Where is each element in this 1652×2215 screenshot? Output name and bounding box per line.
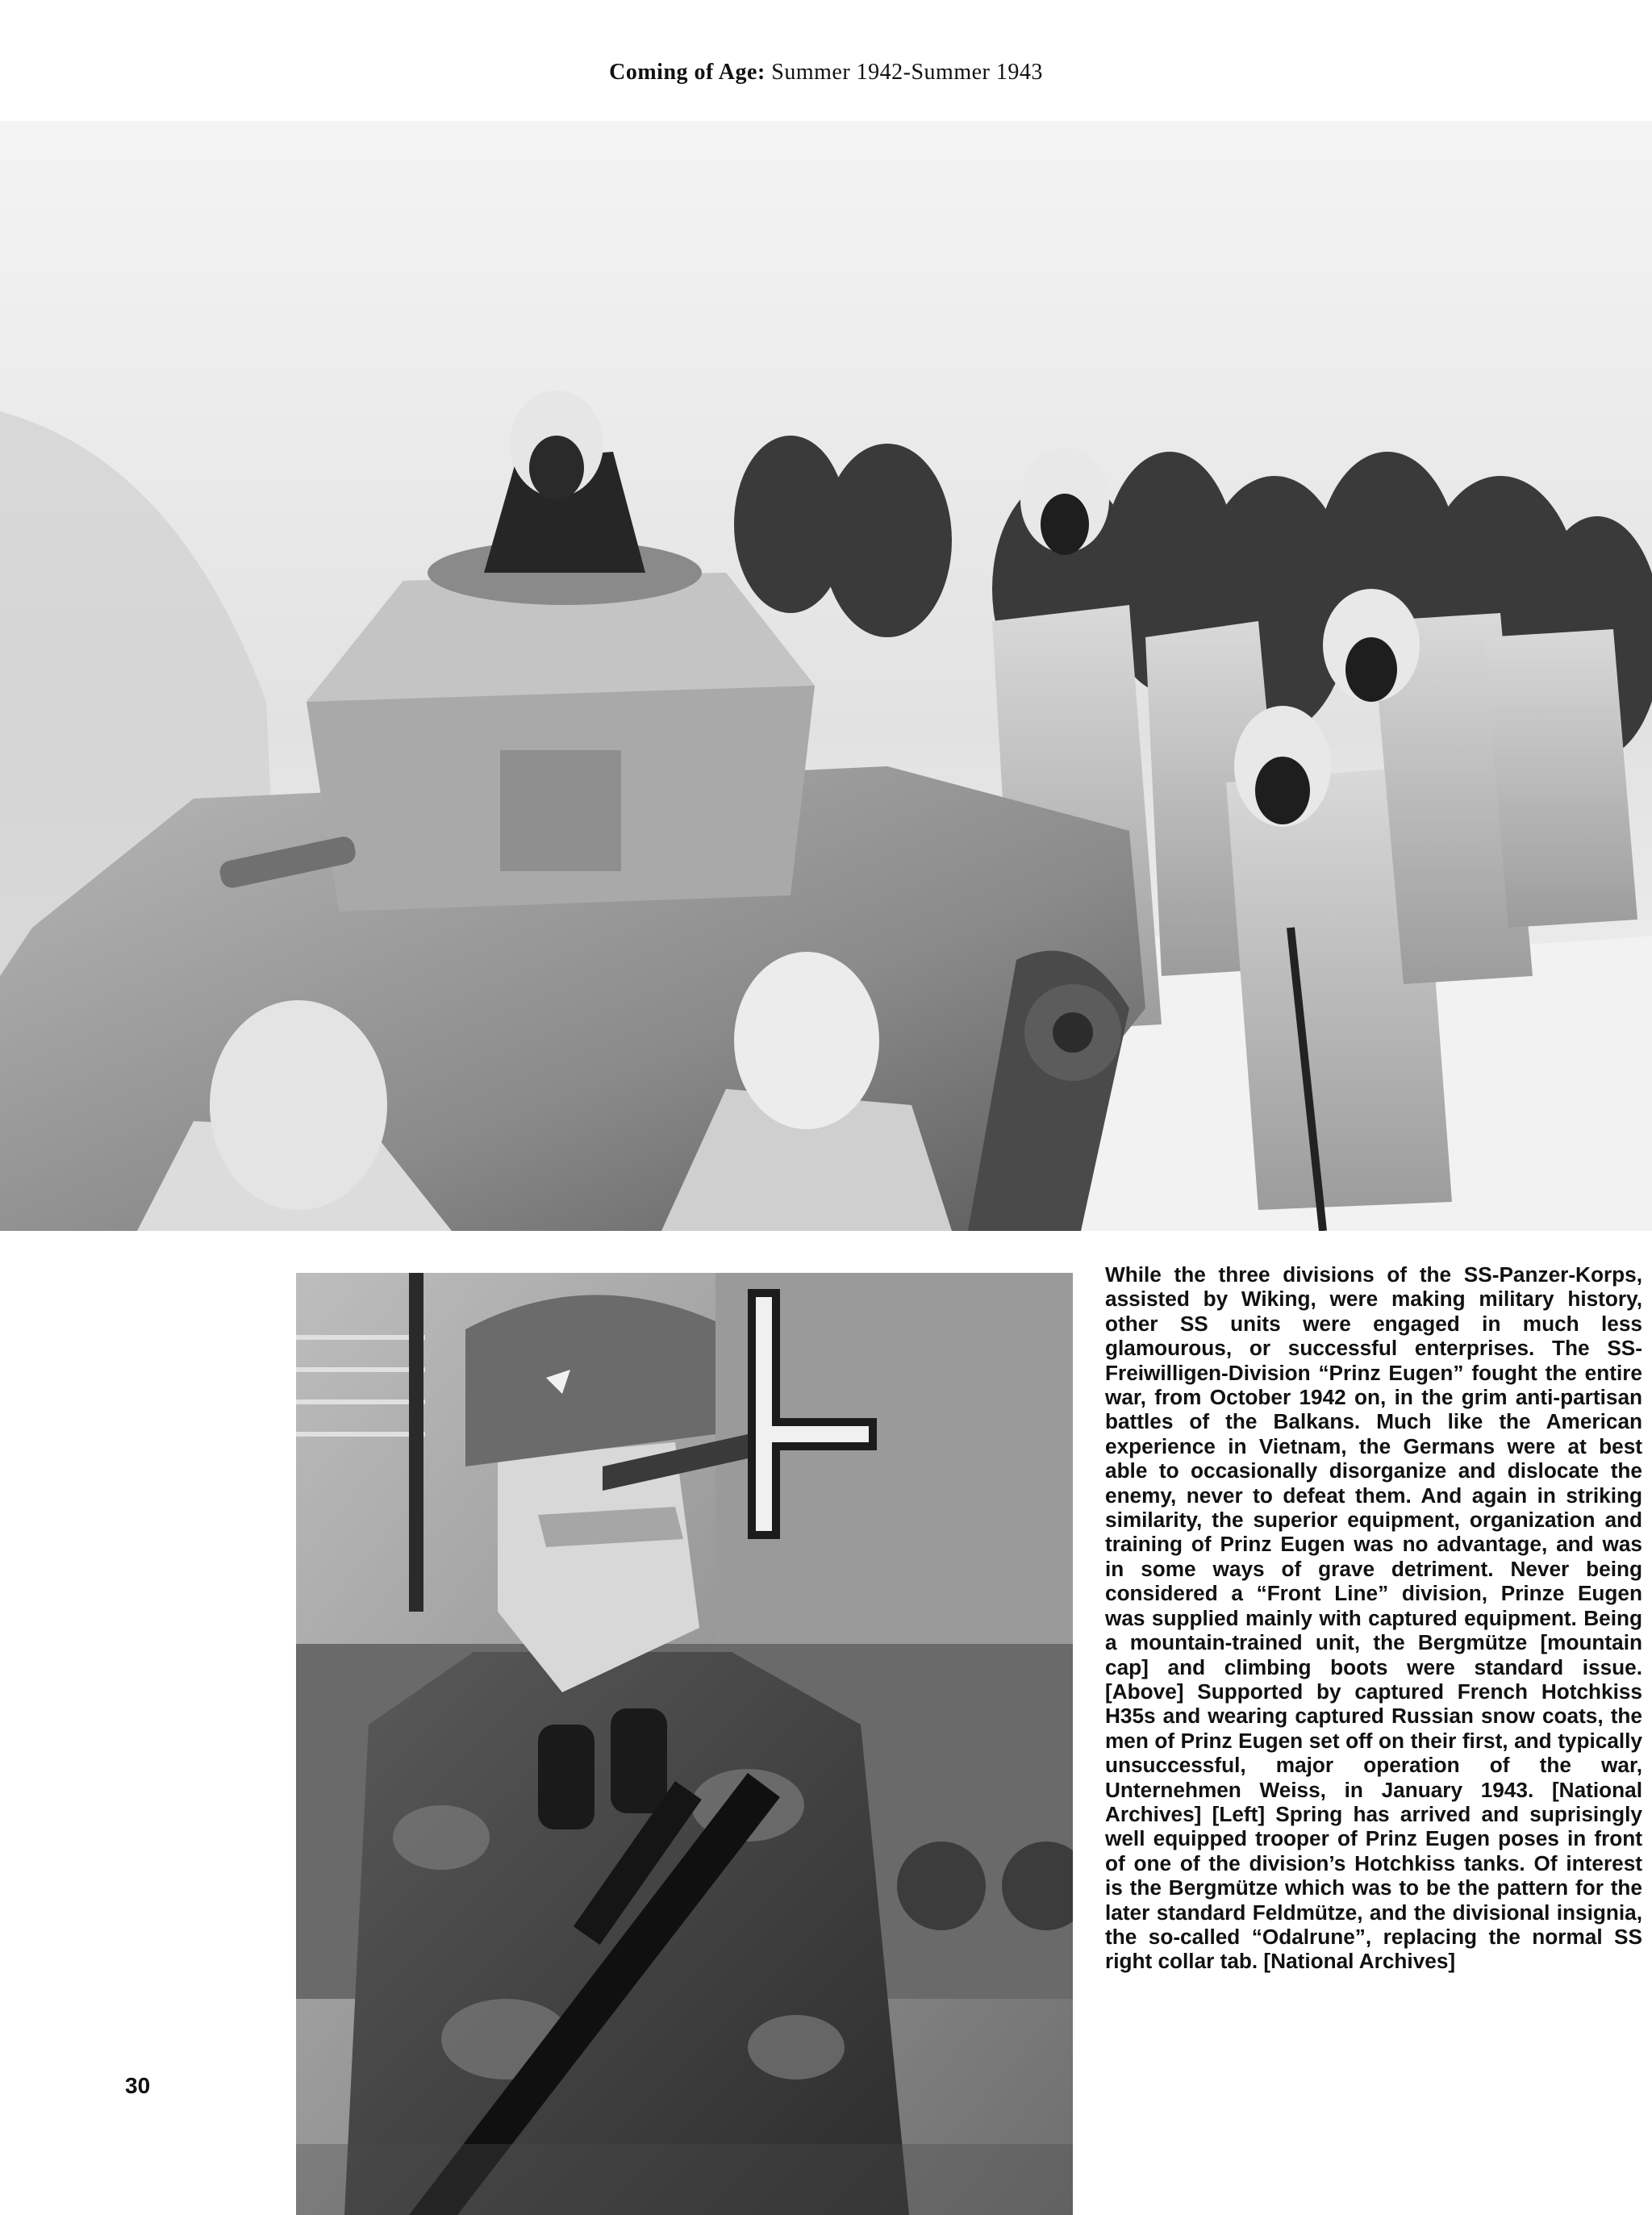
photo-tank-column-snow-image [0,121,1652,1231]
running-head [0,60,1652,86]
photo-caption: While the three divisions of the SS-Panzer-Korps, assisted by Wiking, were making military history, other SS units were engaged in much less glamourous, or successful enterprises. The SS-Freiwilligen-Division “Prinz Eugen” fought the entire war, from October 1942 on, in the grim anti-partisan battles of the Balkans. Much like the American experience in Vietnam, the Germans were at best able to occasionally disorganize and dislocate the enemy, never to defeat them. And again in striking similarity, the superior equipment, organization and training of Prinz Eugen was no advantage, and was in some ways of grave detriment. Never being considered a “Front Line” division, Prinze Eugen was supplied mainly with captured equipment. Being a mountain-trained unit, the Bergmütze [mountain cap] and climbing boots were standard issue. [Above] Supported by captured French Hotchkiss H35s and wearing captured Russian snow coats, the men of Prinz Eugen set off on their first, and typically unsuccessful, major operation of the war, Unternehmen Weiss, in January 1943. [National Archives] [Left] Spring has arrived and suprisingly well equipped trooper of Prinz Eugen poses in front of one of the division’s Hotchkiss tanks. Of interest is the Bergmütze which was to be the pattern for the later standard Feldmütze, and the divisional insignia, the so-called “Odalrune”, replacing the normal SS right collar tab. [National Archives] [1105,1262,1642,1974]
photo-tank-column-snow [0,121,1652,1231]
running-head-rest: Summer 1942-Summer 1943 [771,60,1043,85]
page-number: 30 [125,2073,151,2098]
photo-trooper-portrait-image [296,1273,1073,2215]
photo-trooper-portrait [296,1273,1073,2215]
running-head-bold: Coming of Age: [609,60,766,85]
